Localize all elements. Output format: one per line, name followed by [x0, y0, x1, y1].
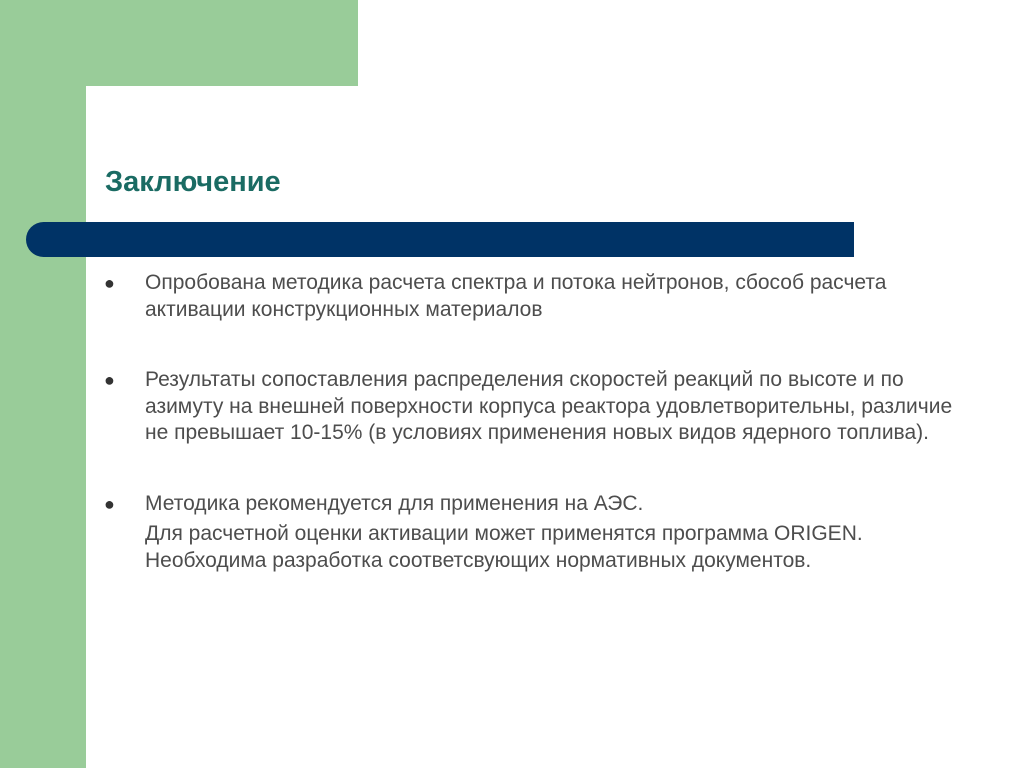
bullet-text: Результаты сопоставления распределения скоростей реакций по высоте и по азимуту на внешней поверхности корпуса реактора удовлетворительны, различие не превышает 10-15% (в условиях применения новых видов ядерного топлива). — [145, 368, 953, 444]
bullet-text: Методика рекомендуется для применения на АЭС. — [145, 491, 644, 515]
bullet-dot-icon: ● — [104, 370, 115, 390]
bullet-dot-icon: ● — [104, 273, 115, 293]
bullet-text: Опробована методика расчета спектра и потока нейтронов, сбособ расчета активации конструкционных материалов — [145, 271, 887, 321]
decor-green-left-strip — [0, 0, 86, 768]
bullet-list — [104, 270, 964, 574]
bullet-item-3 — [104, 491, 964, 575]
bullet-subtext: Для расчетной оценки активации может применятся программа ORIGEN. Необходима разработка соответсвующих нормативных документов. — [145, 522, 863, 572]
decor-green-top-block — [0, 0, 358, 86]
bullet-dot-icon: ● — [104, 493, 115, 514]
bullet-item-2 — [104, 367, 964, 447]
bullet-item-1 — [104, 270, 964, 323]
title-underline-bar — [26, 222, 854, 257]
slide-title: Заключение — [105, 166, 281, 198]
